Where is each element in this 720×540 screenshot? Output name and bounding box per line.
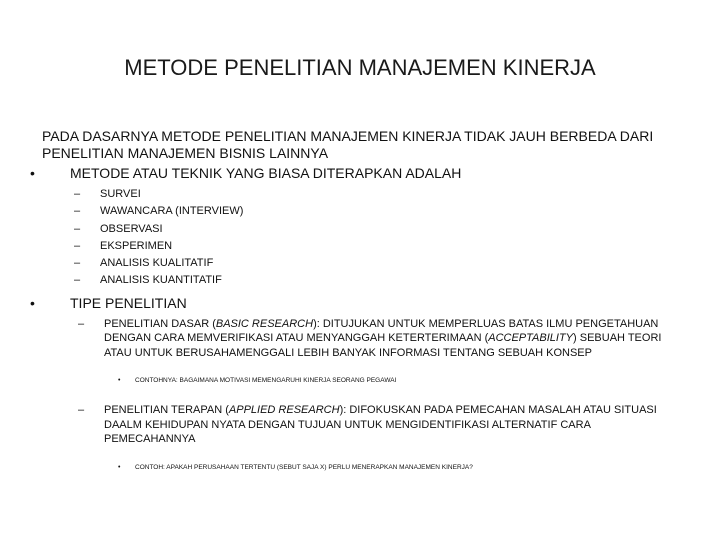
bullet-research-types: [30, 294, 682, 312]
bullet-dot-icon: •: [30, 294, 35, 311]
research-type-applied: – PENELITIAN TERAPAN (APPLIED RESEARCH): DIFOKUSKAN PADA PEMECAHAN MASALAH ATAU SITUASI DAALM KEHIDUPAN NYATA DENGAN TUJUAN UNTUK MENGIDENTIFIKASI ALTERNATIF CARA PEMECAHANNYA • CONTOH: APAKAH PERUSAHAAN TERTENTU (SEBUT SAJA X) PERLU MENERAPKAN MANAJEMEN KINERJA?: [104, 403, 664, 472]
example-item: • CONTOH: APAKAH PERUSAHAAN TERTENTU (SEBUT SAJA X) PERLU MENERAPKAN MANAJEMEN KINERJA?: [118, 463, 473, 471]
bullet-dot-icon: •: [118, 463, 121, 471]
bullet-methods: [30, 165, 682, 182]
list-item: – EKSPERIMEN: [100, 238, 682, 255]
list-item: – ANALISIS KUALITATIF: [100, 255, 682, 272]
slide-title: METODE PENELITIAN MANAJEMEN KINERJA: [124, 55, 596, 80]
dash-icon: –: [74, 222, 81, 235]
dash-icon: –: [74, 257, 81, 270]
bullet-dot-icon: •: [118, 377, 121, 385]
intro-paragraph: PADA DASARNYA METODE PENELITIAN MANAJEMEN KINERJA TIDAK JAUH BERBEDA DARI PENELITIAN MANAJEMEN BISNIS LAINNYA: [42, 128, 654, 161]
list-item: – WAWANCARA (INTERVIEW): [100, 203, 682, 220]
bullet-methods-text: METODE ATAU TEKNIK YANG BIASA DITERAPKAN ADALAH: [70, 165, 462, 181]
dash-icon: –: [78, 404, 85, 417]
dash-icon: –: [74, 274, 81, 287]
dash-icon: –: [78, 317, 85, 330]
bullet-research-types-text: TIPE PENELITIAN: [70, 294, 187, 311]
example-item: • CONTOHNYA: BAGAIMANA MOTIVASI MEMENGARUHI KINERJA SEORANG PEGAWAI: [118, 377, 397, 385]
research-type-basic: – PENELITIAN DASAR (BASIC RESEARCH): DITUJUKAN UNTUK MEMPERLUAS BATAS ILMU PENGETAHUAN DENGAN CARA MEMVERIFIKASI ATAU MENYANGGAH KETERTERIMAAN (ACCEPTABILITY) SEBUAH TEORI ATAU UNTUK BERUSAHAMENGGALI LEBIH BANYAK INFORMASI TENTANG SEBUAH KONSEP • CONTOHNYA: BAGAIMANA MOTIVASI MEMENGARUHI KINERJA SEORANG PEGAWAI: [104, 317, 664, 386]
dash-icon: –: [74, 188, 81, 200]
list-item: – SURVEI: [100, 186, 682, 203]
list-item: – OBSERVASI: [100, 221, 682, 238]
example-list: [118, 376, 664, 385]
bullet-dot-icon: •: [30, 165, 35, 181]
methods-list: [74, 186, 682, 290]
dash-icon: –: [74, 205, 81, 218]
list-item: – ANALISIS KUANTITATIF: [100, 272, 682, 289]
dash-icon: –: [74, 239, 81, 252]
example-list: [118, 463, 664, 472]
slide-body: [30, 128, 682, 472]
research-types-list: [78, 317, 664, 472]
